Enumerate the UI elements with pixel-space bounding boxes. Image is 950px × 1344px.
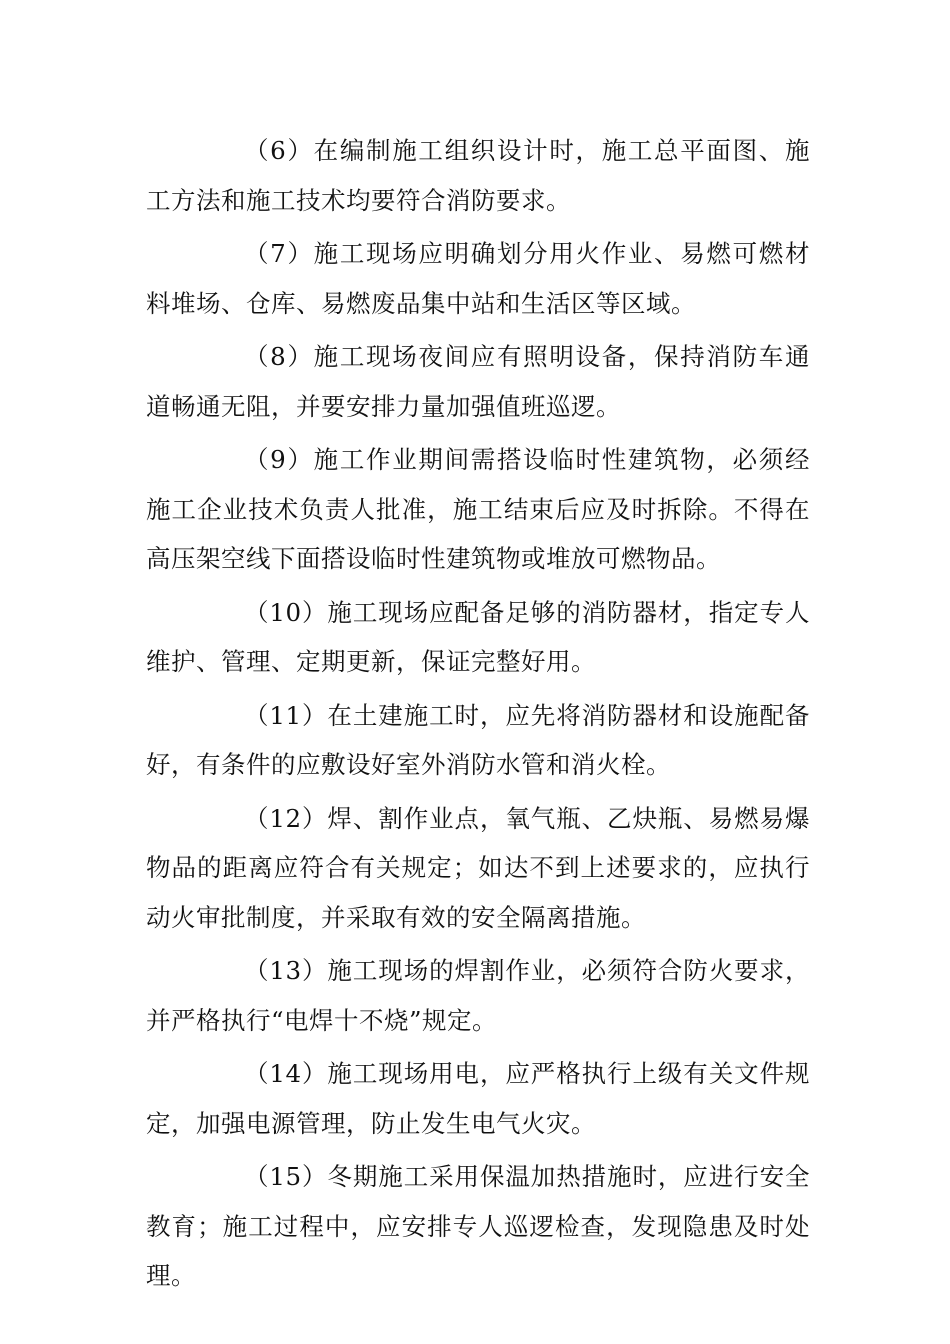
paragraph-item-11: （11）在土建施工时，应先将消防器材和设施配备好，有条件的应敷设好室外消防水管和消火栓。 <box>146 700 810 779</box>
paragraph-item-15: （15）冬期施工采用保温加热措施时，应进行安全教育；施工过程中，应安排专人巡逻检查，发现隐患及时处理。 <box>146 1162 810 1290</box>
paragraph-item-8: （8）施工现场夜间应有照明设备，保持消防车通道畅通无阻，并要安排力量加强值班巡逻。 <box>146 342 810 421</box>
paragraph-item-9: （9）施工作业期间需搭设临时性建筑物，必须经施工企业技术负责人批准，施工结束后应及时拆除。不得在高压架空线下面搭设临时性建筑物或堆放可燃物品。 <box>146 445 810 573</box>
paragraph-item-7: （7）施工现场应明确划分用火作业、易燃可燃材料堆场、仓库、易燃废品集中站和生活区等区域。 <box>146 239 810 318</box>
paragraph-item-13: （13）施工现场的焊割作业，必须符合防火要求，并严格执行“电焊十不烧”规定。 <box>146 956 810 1035</box>
paragraph-item-12: （12）焊、割作业点，氧气瓶、乙炔瓶、易燃易爆物品的距离应符合有关规定；如达不到上述要求的，应执行动火审批制度，并采取有效的安全隔离措施。 <box>146 803 810 932</box>
paragraph-item-14: （14）施工现场用电，应严格执行上级有关文件规定，加强电源管理，防止发生电气火灾。 <box>146 1059 810 1138</box>
paragraph-item-6: （6）在编制施工组织设计时，施工总平面图、施工方法和施工技术均要符合消防要求。 <box>146 136 810 215</box>
paragraph-item-10: （10）施工现场应配备足够的消防器材，指定专人维护、管理、定期更新，保证完整好用。 <box>146 597 810 676</box>
document-body <box>146 126 810 1305</box>
